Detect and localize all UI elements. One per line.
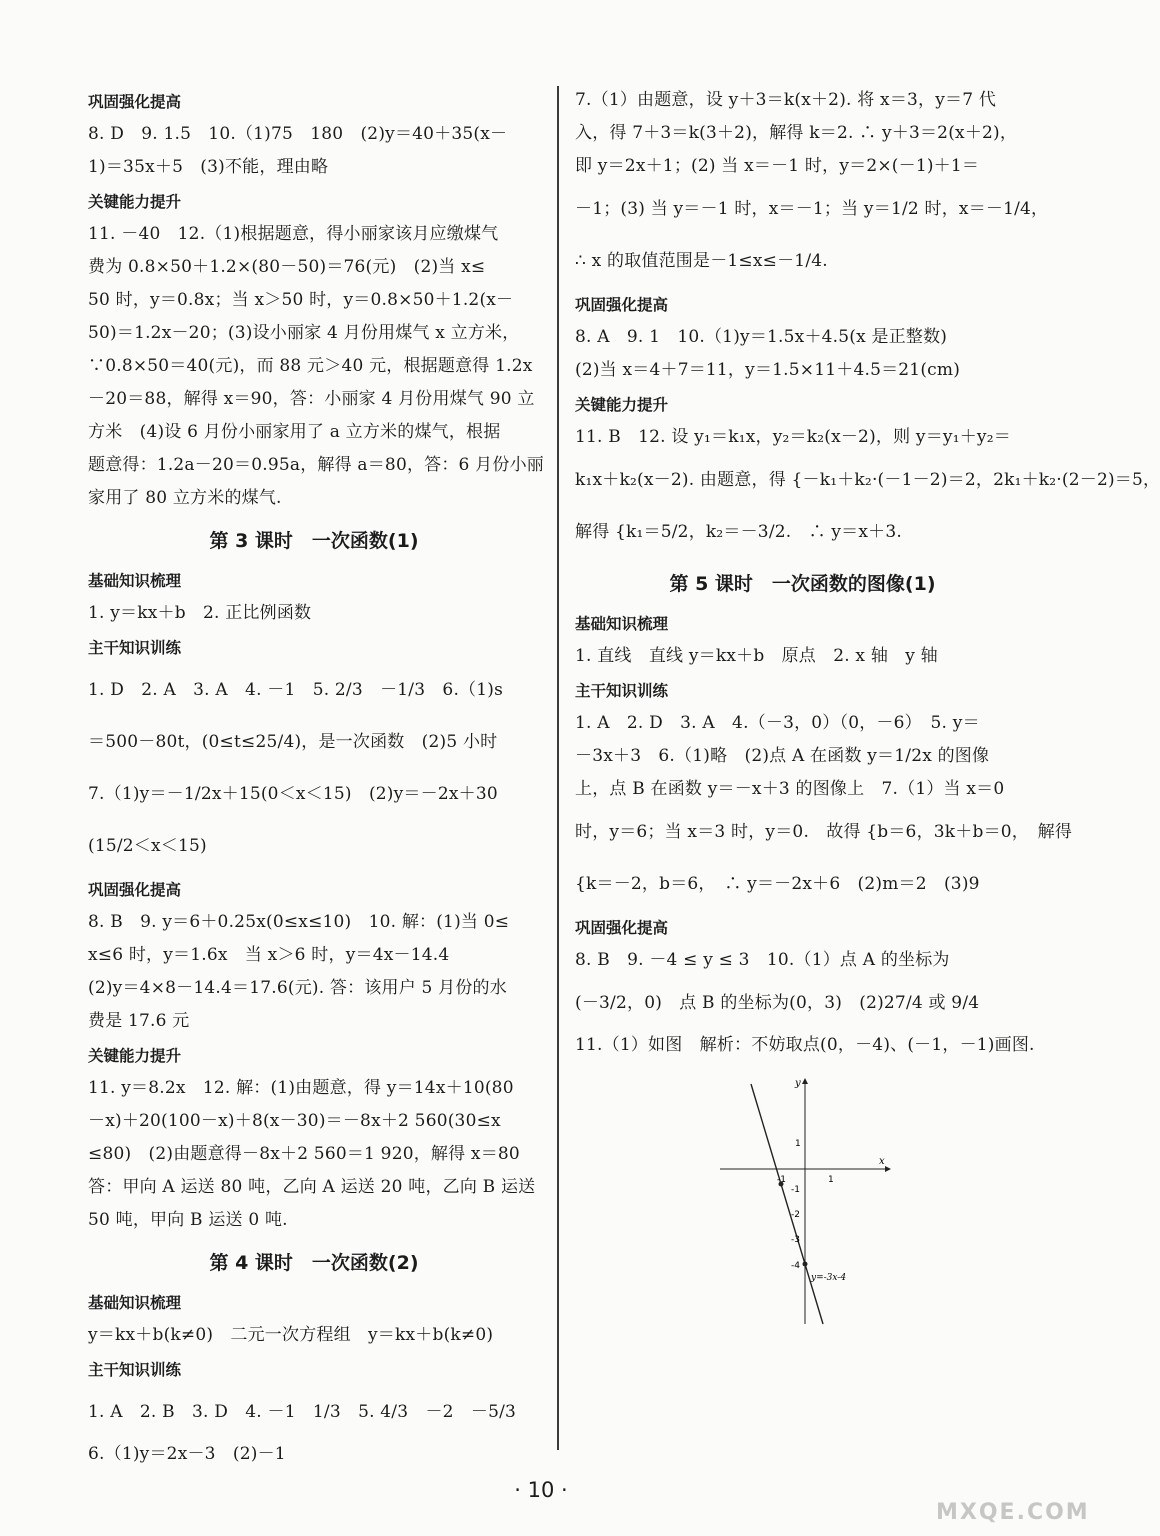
answer-line: 上，点 B 在函数 y＝－x＋3 的图像上 7.（1）当 x＝0: [575, 779, 1005, 799]
section-heading: 主干知识训练: [575, 682, 669, 700]
answer-line: －x)＋20(100－x)＋8(x－30)＝－8x＋2 560(30≤x: [88, 1111, 501, 1131]
section-heading: 关键能力提升: [88, 1047, 182, 1065]
section-heading: 主干知识训练: [88, 639, 182, 657]
answer-line: k₁x＋k₂(x－2). 由题意，得 {－k₁＋k₂·(－1－2)＝2，2k₁＋k₂·(2－2)＝5，: [575, 470, 1160, 490]
tick-y-neg2: -2: [791, 1210, 800, 1220]
answer-line: (2)y＝4×8－14.4＝17.6(元). 答：该用户 5 月份的水: [88, 978, 507, 998]
answer-line: 费为 0.8×50＋1.2×(80－50)＝76(元) (2)当 x≤: [88, 257, 486, 277]
x-label: x: [879, 1156, 885, 1167]
section-heading: 基础知识梳理: [88, 572, 182, 590]
tick-y-neg4: -4: [791, 1261, 800, 1271]
answer-line: ≤80) (2)由题意得－8x＋2 560＝1 920，解得 x＝80: [88, 1144, 520, 1164]
x-axis-arrow: [885, 1166, 891, 1172]
answer-line: 7.（1)y＝－1/2x＋15(0＜x＜15) (2)y＝－2x＋30: [88, 784, 498, 804]
answer-line: ∴ x 的取值范围是－1≤x≤－1/4.: [575, 251, 828, 271]
line-label: y=-3x-4: [811, 1273, 847, 1283]
section-heading: 巩固强化提高: [88, 881, 182, 899]
section-heading: 基础知识梳理: [575, 615, 669, 633]
graph-svg: [715, 1074, 895, 1334]
section-heading: 巩固强化提高: [88, 93, 182, 111]
section-heading: 关键能力提升: [88, 193, 182, 211]
answer-line: 11. y＝8.2x 12. 解：(1)由题意，得 y＝14x＋10(80: [88, 1078, 514, 1098]
watermark-text: MXQE.COM: [936, 1500, 1090, 1525]
answer-line: －20＝88，解得 x＝90，答：小丽家 4 月份用煤气 90 立: [88, 389, 535, 409]
y-axis-arrow: [802, 1078, 808, 1084]
answer-line: 方米 (4)设 6 月份小丽家用了 a 立方米的煤气，根据: [88, 422, 501, 442]
answer-line: 11.（1）如图 解析：不妨取点(0，－4)、(－1，－1)画图.: [575, 1035, 1035, 1055]
lesson-title: 第 4 课时 一次函数(2): [209, 1252, 419, 1274]
answer-line: 50 时，y＝0.8x；当 x＞50 时，y＝0.8×50＋1.2(x－: [88, 290, 514, 310]
answer-line: 1. y＝kx＋b 2. 正比例函数: [88, 603, 312, 623]
answer-line: －3x＋3 6.（1)略 (2)点 A 在函数 y＝1/2x 的图像: [575, 746, 990, 766]
answer-line: 1. 直线 直线 y＝kx＋b 原点 2. x 轴 y 轴: [575, 646, 938, 666]
answer-line: 解得 {k₁＝5/2，k₂＝－3/2. ∴ y＝x＋3.: [575, 522, 902, 542]
answer-line: x≤6 时，y＝1.6x 当 x＞6 时，y＝4x－14.4: [88, 945, 450, 965]
answer-line: 50)＝1.2x－20；(3)设小丽家 4 月份用煤气 x 立方米，: [88, 323, 520, 343]
answer-line: 8. B 9. y＝6＋0.25x(0≤x≤10) 10. 解：(1)当 0≤: [88, 912, 510, 932]
lesson-title: 第 5 课时 一次函数的图像(1): [669, 573, 936, 595]
right-column: [575, 84, 1160, 1334]
answer-line: 费是 17.6 元: [88, 1011, 190, 1031]
answer-line: ∵0.8×50＝40(元)，而 88 元＞40 元，根据题意得 1.2x: [88, 356, 533, 376]
function-line: [751, 1084, 823, 1324]
y-label: y: [795, 1078, 801, 1089]
answer-line: 8. A 9. 1 10.（1)y＝1.5x＋4.5(x 是正整数): [575, 327, 948, 347]
left-column: [88, 84, 544, 1471]
section-heading: 主干知识训练: [88, 1361, 182, 1379]
section-heading: 基础知识梳理: [88, 1294, 182, 1312]
tick-y-neg3: -3: [791, 1235, 800, 1245]
answer-line: 7.（1）由题意，设 y＋3＝k(x＋2). 将 x＝3，y＝7 代: [575, 90, 997, 110]
answer-line: 家用了 80 立方米的煤气.: [88, 488, 282, 508]
answer-line: ＝500－80t，(0≤t≤25/4)，是一次函数 (2)5 小时: [88, 732, 498, 752]
answer-line: 即 y＝2x＋1；(2) 当 x＝－1 时，y＝2×(－1)＋1＝: [575, 156, 980, 176]
answer-line: 11. B 12. 设 y₁＝k₁x，y₂＝k₂(x－2)，则 y＝y₁＋y₂＝: [575, 427, 1011, 447]
answer-line: 11. －40 12.（1)根据题意，得小丽家该月应缴煤气: [88, 224, 499, 244]
answer-line: 1. D 2. A 3. A 4. －1 5. 2/3 －1/3 6.（1)s: [88, 680, 504, 700]
tick-y-1: 1: [795, 1139, 801, 1149]
answer-line: (2)当 x＝4＋7＝11，y＝1.5×11＋4.5＝21(cm): [575, 360, 961, 380]
section-heading: 巩固强化提高: [575, 919, 669, 937]
section-heading: 巩固强化提高: [575, 296, 669, 314]
answer-line: {k＝－2，b＝6， ∴ y＝－2x＋6 (2)m＝2 (3)9: [575, 874, 980, 894]
answer-line: 答：甲向 A 运送 80 吨，乙向 A 运送 20 吨，乙向 B 运送: [88, 1177, 536, 1197]
graph-point-2: [803, 1262, 808, 1267]
answer-line: y＝kx＋b(k≠0) 二元一次方程组 y＝kx＋b(k≠0): [88, 1325, 494, 1345]
answer-line: 入，得 7＋3＝k(3＋2)，解得 k＝2. ∴ y＋3＝2(x＋2)，: [575, 123, 1018, 143]
answer-line: 50 吨，甲向 B 运送 0 吨.: [88, 1210, 288, 1230]
function-graph: [715, 1074, 895, 1334]
page-number: · 10 ·: [514, 1478, 568, 1502]
tick-x-neg1: -1: [777, 1175, 786, 1185]
answer-line: 1. A 2. D 3. A 4.（－3，0）（0，－6） 5. y＝: [575, 713, 980, 733]
answer-line: 6.（1)y＝2x－3 (2)－1: [88, 1444, 286, 1464]
answer-line: 时，y＝6；当 x＝3 时，y＝0. 故得 {b＝6，3k＋b＝0， 解得: [575, 822, 1073, 842]
lesson-title: 第 3 课时 一次函数(1): [209, 530, 419, 552]
tick-y-neg1: -1: [791, 1185, 800, 1195]
answer-line: 8. D 9. 1.5 10.（1)75 180 (2)y＝40＋35(x－: [88, 124, 508, 144]
answer-line: 1)＝35x＋5 (3)不能，理由略: [88, 157, 329, 177]
answer-line: －1；(3) 当 y＝－1 时，x＝－1；当 y＝1/2 时，x＝－1/4，: [575, 199, 1049, 219]
answer-line: (15/2＜x＜15): [88, 836, 207, 856]
column-divider: [557, 86, 559, 1450]
section-heading: 关键能力提升: [575, 396, 669, 414]
watermark-logo: [900, 1470, 1090, 1530]
answer-line: 题意得：1.2a－20＝0.95a，解得 a＝80，答：6 月份小丽: [88, 455, 544, 475]
answer-line: (－3/2，0) 点 B 的坐标为(0，3) (2)27/4 或 9/4: [575, 993, 980, 1013]
answer-line: 1. A 2. B 3. D 4. －1 1/3 5. 4/3 －2 －5/3: [88, 1402, 517, 1422]
answer-line: 8. B 9. －4 ≤ y ≤ 3 10.（1）点 A 的坐标为: [575, 950, 950, 970]
tick-x-1: 1: [828, 1175, 834, 1185]
